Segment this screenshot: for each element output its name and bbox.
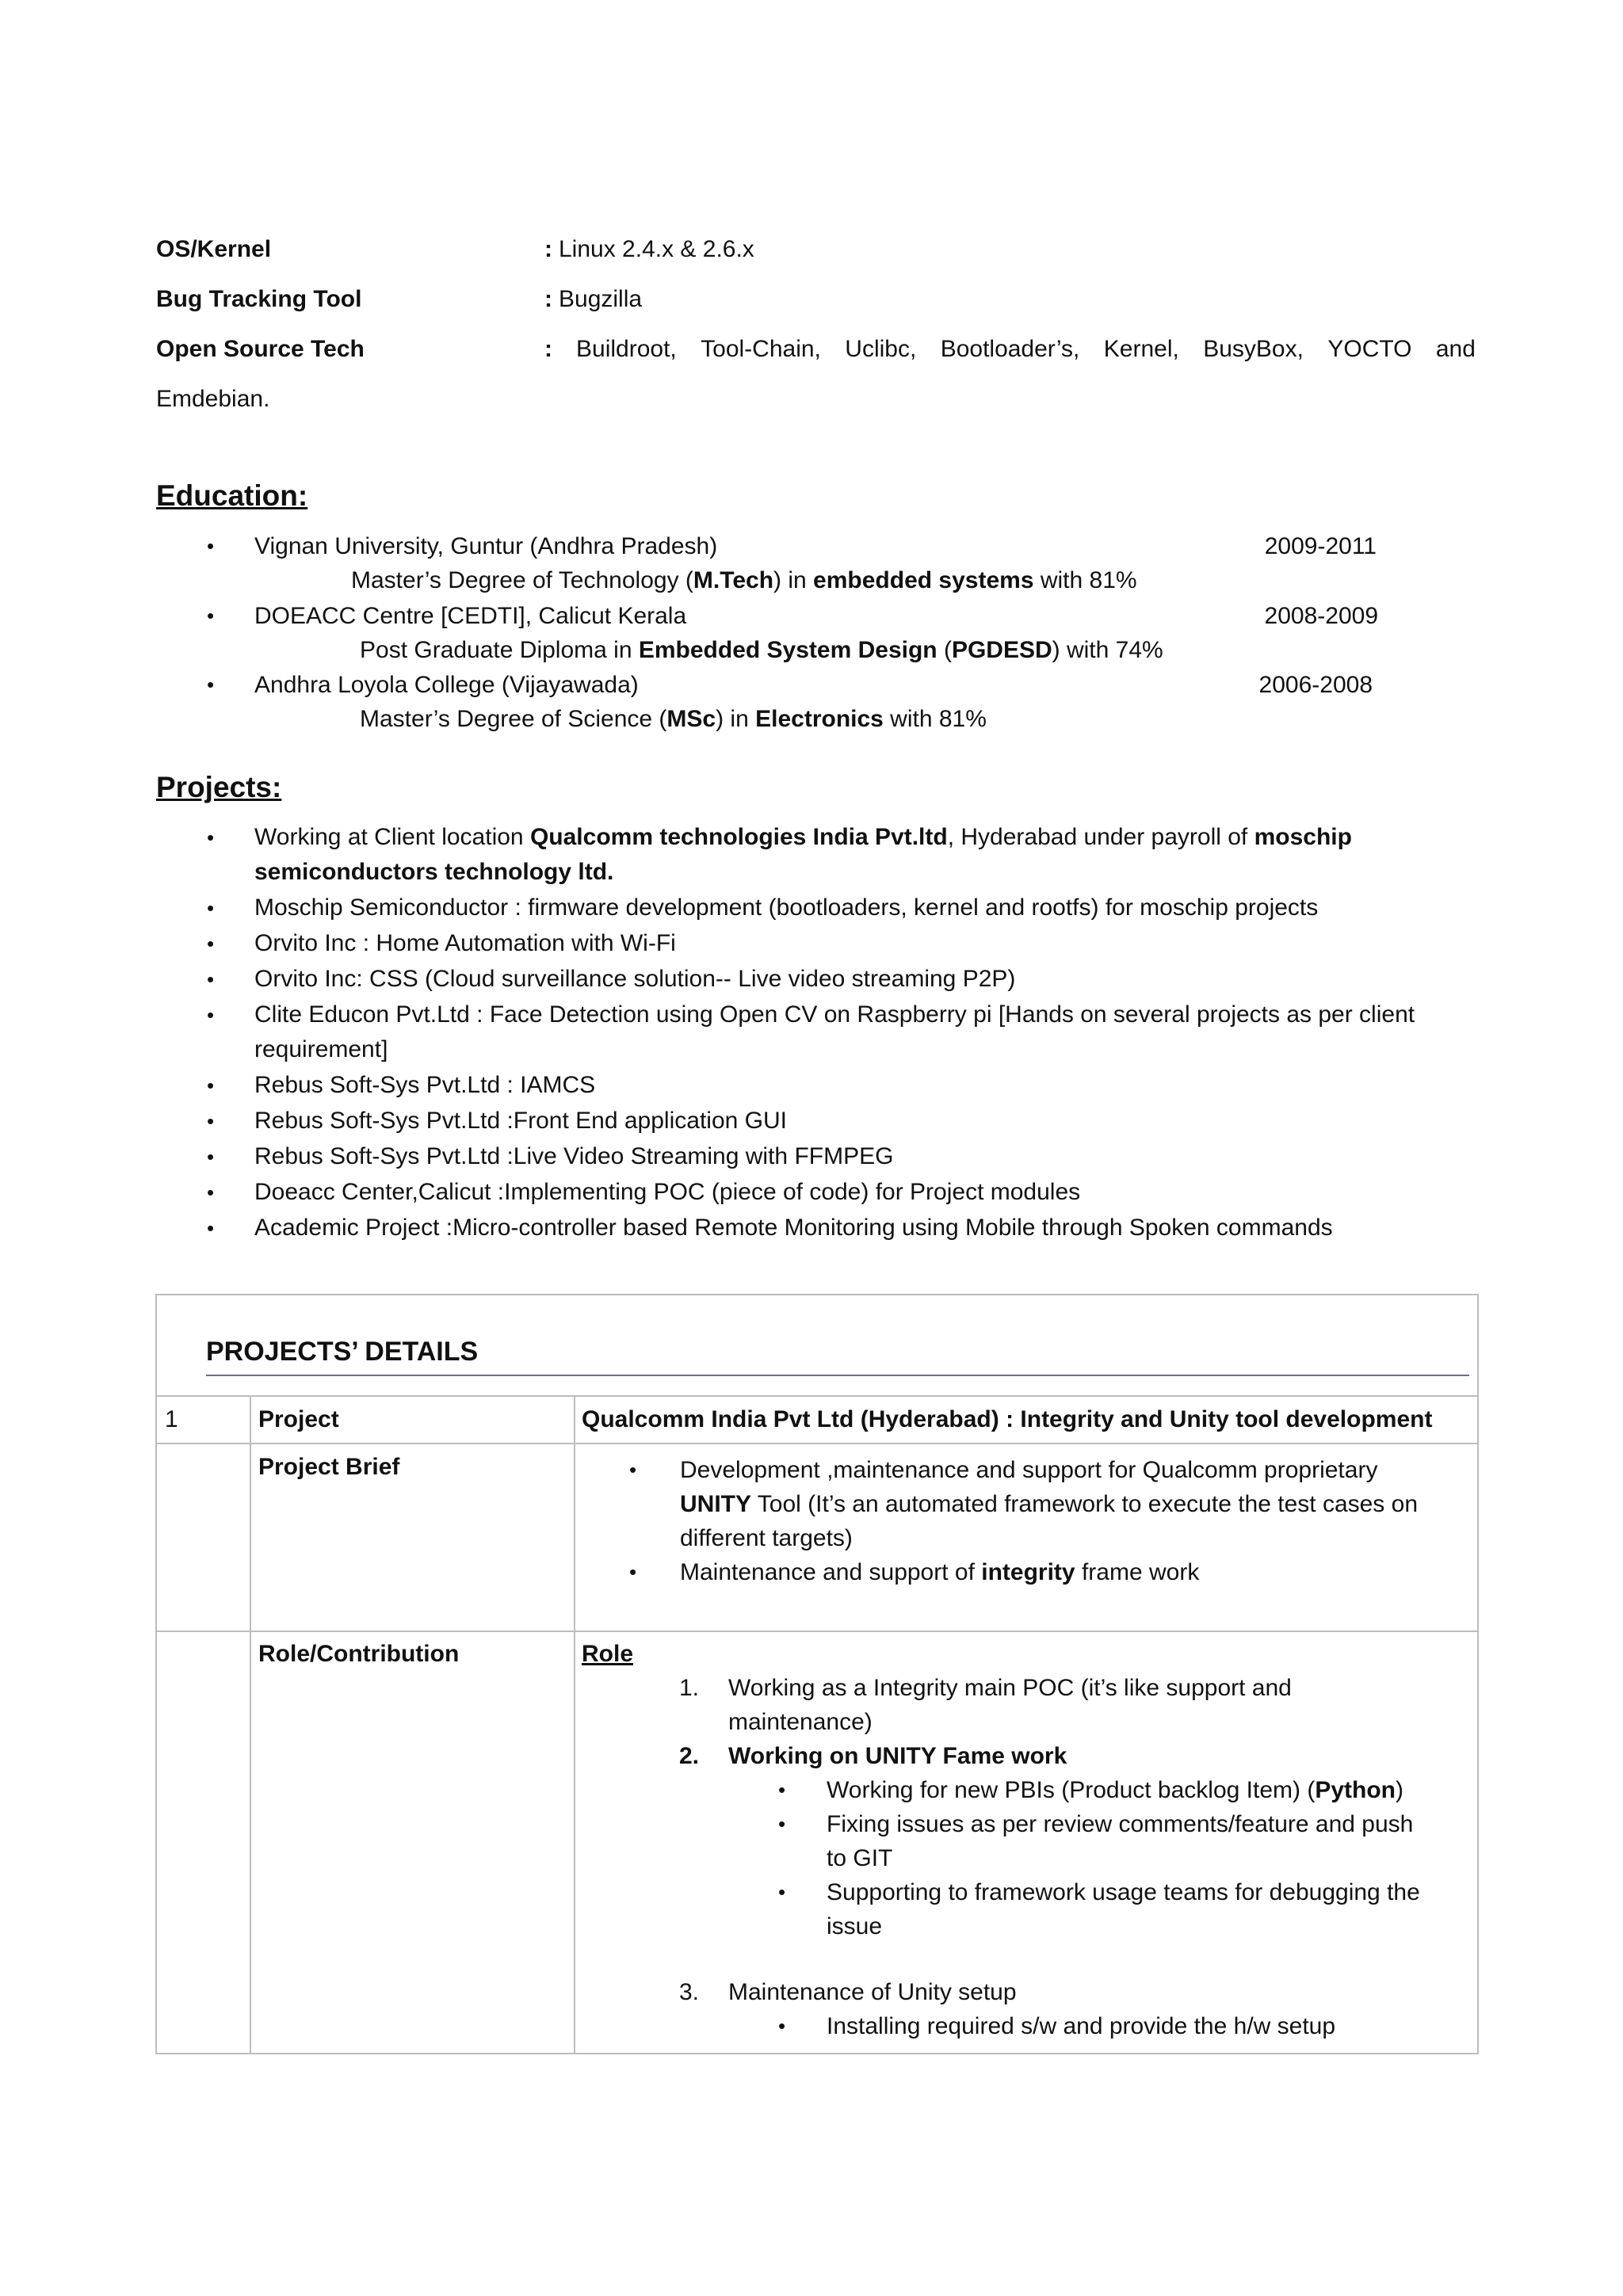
- list-item: [156, 997, 1476, 1067]
- project-text: Orvito Inc : Home Automation with Wi-Fi: [254, 930, 676, 956]
- bullet-icon: •: [207, 1180, 215, 1204]
- degree-bold: M.Tech: [693, 567, 774, 593]
- project-text: Rebus Soft-Sys Pvt.Ltd :Live Video Streaming with FFMPEG: [254, 1143, 894, 1169]
- bullet-icon: •: [778, 1812, 786, 1836]
- education-degree: [360, 702, 987, 737]
- item-number: 2.: [679, 1743, 700, 1769]
- bullet-icon: •: [207, 1074, 215, 1097]
- project-label: Project: [258, 1406, 339, 1432]
- skill-word: and: [1435, 336, 1476, 362]
- project-text: Moschip Semiconductor : firmware development (bootloaders, kernel and rootfs) for moschip projects: [254, 894, 1319, 921]
- role-text: Fixing issues as per review comments/feature and push: [827, 1811, 1414, 1837]
- degree-text: ) in: [773, 567, 814, 593]
- degree-text: Master’s Degree of Technology (: [351, 567, 693, 593]
- brief-text: Maintenance and support of: [680, 1559, 982, 1585]
- degree-text: (: [937, 637, 952, 663]
- bullet-icon: •: [207, 1145, 215, 1169]
- skill-word: YOCTO: [1327, 336, 1412, 362]
- bullet-icon: •: [629, 1560, 637, 1584]
- projects-list: [156, 820, 1476, 1246]
- degree-bold: MSc: [666, 706, 716, 732]
- brief-bold: integrity: [981, 1559, 1075, 1585]
- skill-value-list: [576, 332, 1476, 367]
- project-bold: Qualcomm technologies India Pvt.ltd: [529, 824, 948, 850]
- bullet-icon: •: [207, 932, 215, 955]
- list-item: [156, 1104, 1476, 1138]
- role-text: Maintenance of Unity setup: [728, 1979, 1017, 2005]
- skill-label: OS/Kernel: [156, 236, 272, 262]
- role-text: Working on UNITY Fame work: [728, 1743, 1067, 1769]
- project-text: Rebus Soft-Sys Pvt.Ltd :Front End application GUI: [254, 1108, 787, 1134]
- bullet-icon: •: [207, 1109, 215, 1133]
- project-text: Orvito Inc: CSS (Cloud surveillance solution-- Live video streaming P2P): [254, 966, 1016, 992]
- list-item: [156, 962, 1476, 997]
- table-divider: [157, 1395, 1477, 1397]
- role-label: Role/Contribution: [258, 1641, 460, 1667]
- project-details-table: [155, 1294, 1479, 2054]
- bullet-icon: •: [207, 1216, 215, 1240]
- skill-word: Buildroot,: [576, 336, 677, 362]
- role-text: to GIT: [827, 1845, 893, 1871]
- role-text: Installing required s/w and provide the h/w setup: [827, 2013, 1336, 2039]
- bullet-icon: •: [207, 534, 215, 558]
- skill-row-open-source: [156, 332, 1476, 367]
- role-list: [679, 1671, 1473, 2043]
- education-school: Andhra Loyola College (Vijayawada): [254, 672, 639, 698]
- role-heading: Role: [582, 1641, 634, 1667]
- brief-bold: UNITY: [680, 1491, 751, 1517]
- list-item: [629, 1453, 1472, 1555]
- education-years: 2009-2011: [1264, 533, 1377, 559]
- degree-bold: Electronics: [755, 706, 884, 732]
- skill-continuation: Emdebian.: [156, 386, 270, 412]
- brief-text: different targets): [680, 1525, 853, 1551]
- list-item: [728, 2009, 1473, 2043]
- item-number: 3.: [679, 1979, 700, 2005]
- list-item: [156, 1211, 1476, 1245]
- role-text: Working as a Integrity main POC (it’s like support and: [728, 1675, 1292, 1701]
- skill-colon: :: [544, 236, 552, 262]
- bullet-icon: •: [207, 1003, 215, 1027]
- degree-bold: Embedded System Design: [638, 637, 938, 663]
- skill-word: Uclibc,: [845, 336, 917, 362]
- skill-word: BusyBox,: [1203, 336, 1304, 362]
- skill-word: Bootloader’s,: [940, 336, 1080, 362]
- project-text: , Hyderabad under payroll of: [947, 824, 1254, 850]
- degree-text: Master’s Degree of Science (: [360, 706, 667, 732]
- role-text: Supporting to framework usage teams for debugging the: [827, 1879, 1420, 1905]
- list-item: [679, 1739, 1473, 1773]
- education-years: 2006-2008: [1258, 672, 1373, 698]
- list-item: [156, 1139, 1476, 1174]
- skill-word: Kernel,: [1103, 336, 1179, 362]
- bullet-icon: •: [207, 967, 215, 991]
- degree-text: Post Graduate Diploma in: [360, 637, 639, 663]
- bullet-icon: •: [778, 1880, 786, 1904]
- education-school: Vignan University, Guntur (Andhra Pradesh): [254, 533, 718, 559]
- role-bold: Python: [1315, 1777, 1396, 1803]
- degree-text: with 81%: [1033, 567, 1137, 593]
- item-number: 1.: [679, 1675, 700, 1701]
- bullet-icon: •: [207, 604, 215, 627]
- project-bold: semiconductors technology ltd.: [254, 859, 614, 885]
- degree-text: ) with 74%: [1052, 637, 1163, 663]
- list-item: [156, 1175, 1476, 1210]
- list-item: [728, 1807, 1473, 1875]
- role-text: ): [1396, 1777, 1404, 1803]
- skill-colon: :: [544, 286, 552, 312]
- skill-value: Linux 2.4.x & 2.6.x: [559, 236, 754, 262]
- bullet-icon: •: [207, 826, 215, 849]
- brief-text: Tool (It’s an automated framework to execute the test cases on: [751, 1491, 1419, 1517]
- role-text: Working for new PBIs (Product backlog Item) (: [827, 1777, 1316, 1803]
- degree-text: with 81%: [883, 706, 987, 732]
- project-text: Clite Educon Pvt.Ltd : Face Detection using Open CV on Raspberry pi [Hands on several projects as per client: [254, 1001, 1415, 1028]
- projects-heading: Projects:: [156, 771, 282, 803]
- project-text: Rebus Soft-Sys Pvt.Ltd : IAMCS: [254, 1072, 596, 1098]
- skill-label: Open Source Tech: [156, 336, 365, 362]
- list-item: [728, 1875, 1473, 1943]
- project-text: requirement]: [254, 1036, 388, 1062]
- education-degree: [351, 563, 1137, 598]
- project-bold: moschip: [1254, 824, 1352, 850]
- degree-bold: PGDESD: [951, 637, 1052, 663]
- education-years: 2008-2009: [1264, 603, 1378, 629]
- role-text: issue: [827, 1913, 883, 1939]
- education-heading: Education:: [156, 479, 308, 512]
- row-number: 1: [165, 1406, 178, 1432]
- skill-label: Bug Tracking Tool: [156, 286, 362, 312]
- project-text: Working at Client location: [254, 824, 530, 850]
- education-degree: [360, 633, 1163, 668]
- list-item: [156, 926, 1476, 961]
- table-divider: [157, 1630, 1477, 1632]
- brief-label: Project Brief: [258, 1454, 400, 1480]
- bullet-icon: •: [207, 673, 215, 696]
- role-text: maintenance): [728, 1709, 873, 1735]
- education-school: DOEACC Centre [CEDTI], Calicut Kerala: [254, 603, 687, 629]
- skill-row-bug-tracking: [156, 282, 1476, 317]
- bullet-icon: •: [778, 1778, 786, 1802]
- table-column-divider: [250, 1395, 251, 2053]
- list-item: [156, 891, 1476, 925]
- project-text: Academic Project :Micro-controller based Remote Monitoring using Mobile through Spoken commands: [254, 1215, 1333, 1241]
- skill-row-os: [156, 232, 1476, 267]
- details-title-rule: [206, 1375, 1469, 1376]
- skill-value: Bugzilla: [559, 286, 643, 312]
- details-title: PROJECTS’ DETAILS: [206, 1337, 479, 1367]
- list-item: [728, 1773, 1473, 1807]
- skill-word: Tool-Chain,: [701, 336, 821, 362]
- project-value: Qualcomm India Pvt Ltd (Hyderabad) : Integrity and Unity tool development: [582, 1406, 1433, 1432]
- list-item: [679, 1975, 1473, 2009]
- list-item: [679, 1671, 1473, 1739]
- bullet-icon: •: [778, 2014, 786, 2038]
- list-item: [156, 1068, 1476, 1103]
- brief-text: Development ,maintenance and support for Qualcomm proprietary: [680, 1457, 1378, 1483]
- brief-list: [629, 1453, 1472, 1589]
- bullet-icon: •: [207, 896, 215, 920]
- degree-text: ) in: [716, 706, 756, 732]
- degree-bold: embedded systems: [813, 567, 1034, 593]
- project-text: Doeacc Center,Calicut :Implementing POC (piece of code) for Project modules: [254, 1179, 1081, 1205]
- list-item: [629, 1555, 1472, 1589]
- brief-text: frame work: [1075, 1559, 1200, 1585]
- list-item: [156, 820, 1476, 890]
- table-divider: [157, 1443, 1477, 1444]
- table-column-divider: [574, 1395, 575, 2053]
- bullet-icon: •: [629, 1458, 637, 1482]
- skill-colon: :: [544, 336, 552, 362]
